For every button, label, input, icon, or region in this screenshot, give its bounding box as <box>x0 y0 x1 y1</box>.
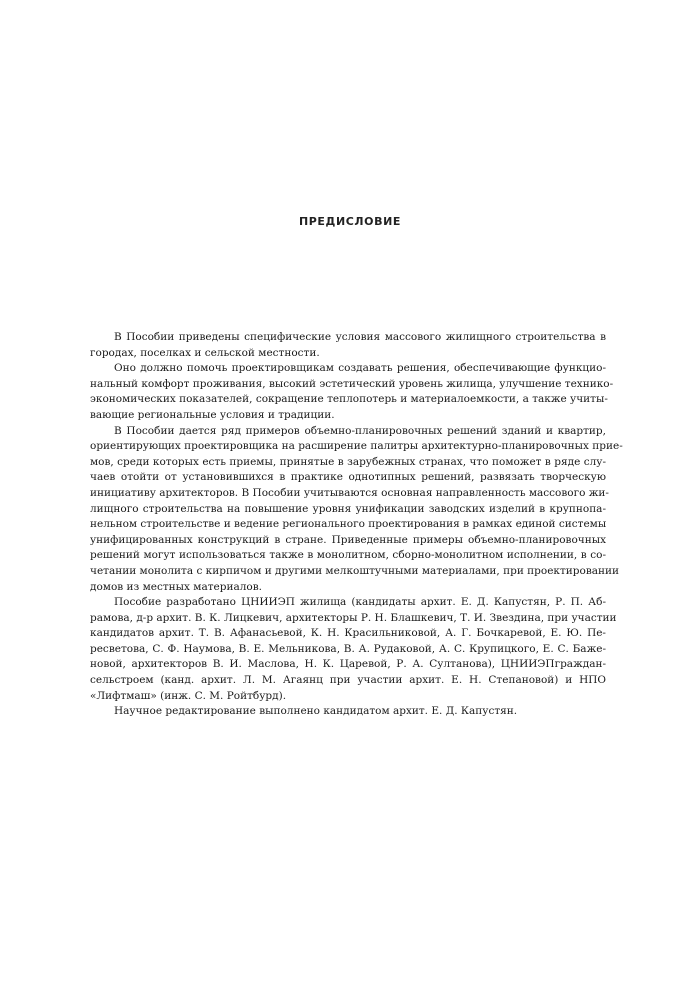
text-line: ресветова, С. Ф. Наумова, В. Е. Мельникова, В. А. Рудаковой, А. С. Крупицкого, Е. С. Баже- <box>90 642 606 655</box>
preface-body <box>90 330 623 720</box>
text-line: кандидатов архит. Т. В. Афанасьевой, К. Н. Красильниковой, А. Г. Бочкаревой, Е. Ю. Пе- <box>90 627 606 640</box>
text-line: нальный комфорт проживания, высокий эстетический уровень жилища, улучшение технико- <box>90 377 614 390</box>
text-line: Научное редактирование выполнено кандидатом архит. Е. Д. Капустян. <box>114 705 518 718</box>
text-line: инициативу архитекторов. В Пособии учитываются основная направленность массового жи- <box>90 486 609 499</box>
text-line: четании монолита с кирпичом и другими мелкоштучными материалами, при проектировании <box>90 564 619 577</box>
page-title: ПРЕДИСЛОВИЕ <box>298 215 402 228</box>
text-line: В Пособии дается ряд примеров объемно-планировочных решений зданий и квартир, <box>114 424 606 437</box>
text-line: лищного строительства на повышение уровня унификации заводских изделий в крупнопа- <box>90 502 606 515</box>
text-line: Оно должно помочь проектировщикам создавать решения, обеспечивающие функцио- <box>114 362 606 375</box>
paragraph <box>90 361 614 423</box>
text-line: решений могут использоваться также в монолитном, сборно-монолитном исполнении, в со- <box>90 549 606 562</box>
text-line: «Лифтмаш» (инж. С. М. Ройтбурд). <box>90 689 287 702</box>
text-line: экономических показателей, сокращение теплопотерь и материалоемкости, а также учиты- <box>90 393 608 406</box>
text-line: чаев отойти от установившихся в практике однотипных решений, развязать творческую <box>90 471 606 484</box>
paragraph <box>90 704 606 720</box>
text-line: В Пособии приведены специфические условия массового жилищного строительства в <box>114 331 606 343</box>
paragraph <box>90 330 606 361</box>
text-line: нельном строительстве и ведение регионального проектирования в рамках единой системы <box>90 518 607 531</box>
text-line: рамова, д-р архит. В. К. Лицкевич, архитекторы Р. Н. Блашкевич, Т. И. Звездина, при участии <box>90 611 617 624</box>
text-line: вающие региональные условия и традиции. <box>90 408 335 421</box>
text-line: новой, архитекторов В. И. Маслова, Н. К. Царевой, Р. А. Султанова), ЦНИИЭПграждан- <box>90 658 606 671</box>
paragraph <box>90 424 623 596</box>
paragraph <box>90 595 617 704</box>
text-line: городах, поселках и сельской местности. <box>90 346 320 359</box>
text-line: Пособие разработано ЦНИИЭП жилища (кандидаты архит. Е. Д. Капустян, Р. П. Аб- <box>114 596 606 609</box>
text-line: сельстроем (канд. архит. Л. М. Агаянц при участии архит. Е. Н. Степановой) и НПО <box>90 674 606 687</box>
text-line: домов из местных материалов. <box>90 580 262 593</box>
text-line: унифицированных конструкций в стране. Приведенные примеры объемно-планировочных <box>90 533 606 546</box>
text-line: ориентирующих проектировщика на расширение палитры архитектурно-планировочных прие- <box>90 440 623 453</box>
text-line: мов, среди которых есть приемы, принятые в зарубежных странах, что поможет в ряде слу- <box>90 455 606 468</box>
